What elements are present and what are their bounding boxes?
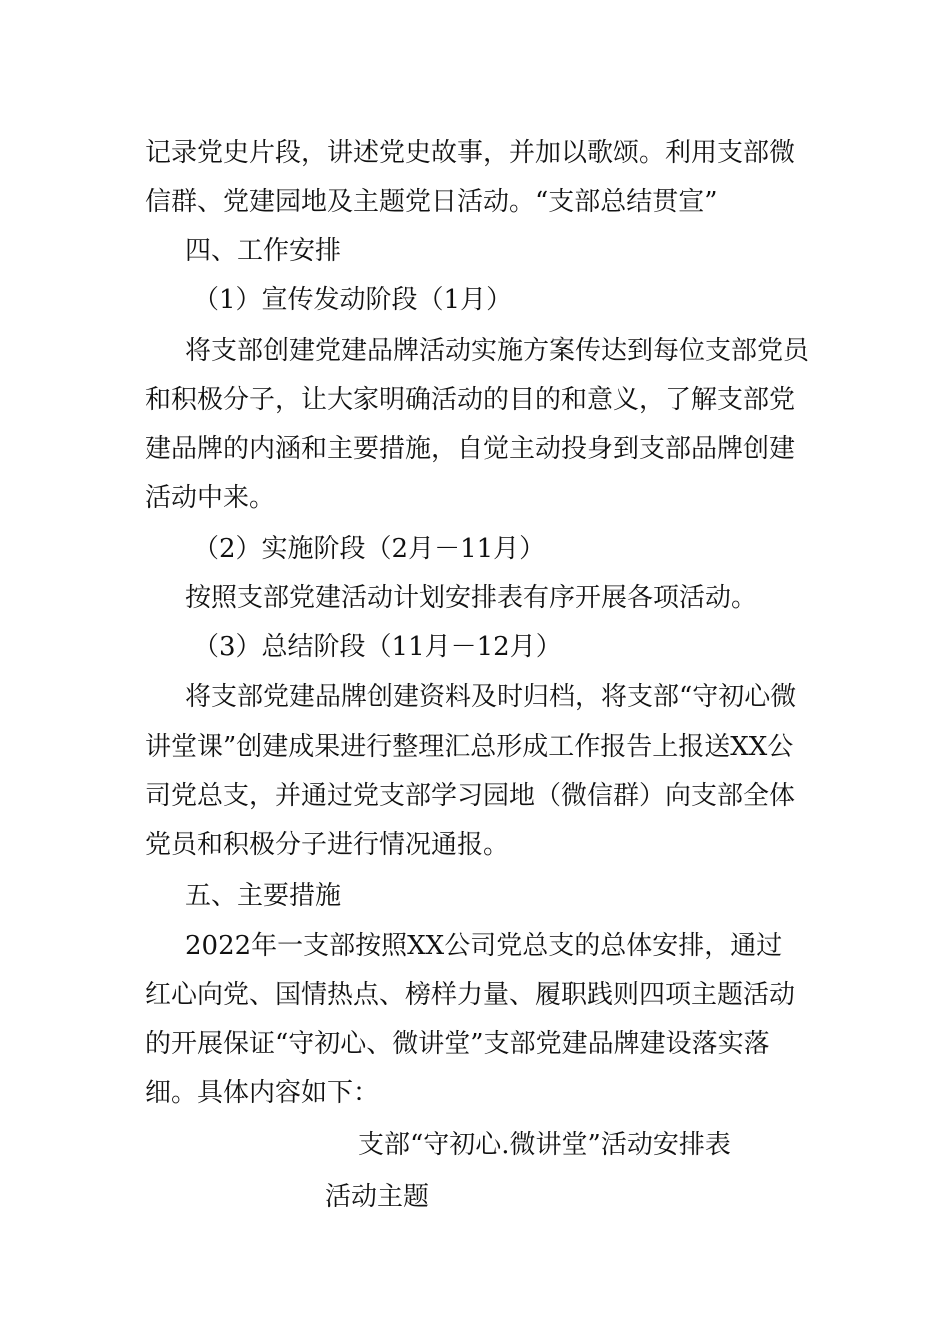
subsection-heading: （1）宣传发动阶段（1月） [193,285,513,315]
paragraph-line: 讲堂课”创建成果进行整理汇总形成工作报告上报送XX公 [145,732,794,762]
paragraph-line: 活动中来。 [145,483,276,513]
paragraph-line: 将支部党建品牌创建资料及时归档，将支部“守初心微 [185,682,797,712]
paragraph-line: 和积极分子，让大家明确活动的目的和意义，了解支部党 [145,385,796,415]
subsection-heading: （3）总结阶段（11月－12月） [193,632,562,662]
table-title: 支部“守初心.微讲堂”活动安排表 [358,1130,731,1160]
paragraph-line: 红心向党、国情热点、榜样力量、履职践则四项主题活动 [145,980,796,1010]
table-column-header: 活动主题 [325,1182,430,1212]
paragraph-line: 司党总支，并通过党支部学习园地（微信群）向支部全体 [145,781,796,811]
section-heading: 五、主要措施 [185,881,342,911]
paragraph-line: 党员和积极分子进行情况通报。 [145,830,510,860]
paragraph-line: 的开展保证“守初心、微讲堂”支部党建品牌建设落实落 [145,1029,770,1059]
paragraph-line: 信群、党建园地及主题党日活动。“支部总结贯宣” [145,187,718,217]
paragraph-line: 2022年一支部按照XX公司党总支的总体安排，通过 [185,931,783,961]
paragraph-line: 细。具体内容如下： [145,1078,380,1108]
paragraph-line: 建品牌的内涵和主要措施，自觉主动投身到支部品牌创建 [145,434,796,464]
section-heading: 四、工作安排 [185,236,342,266]
subsection-heading: （2）实施阶段（2月－11月） [193,534,546,564]
paragraph-line: 按照支部党建活动计划安排表有序开展各项活动。 [185,583,758,613]
paragraph-line: 记录党史片段，讲述党史故事，并加以歌颂。利用支部微 [145,138,796,168]
paragraph-line: 将支部创建党建品牌活动实施方案传达到每位支部党员 [185,336,810,366]
